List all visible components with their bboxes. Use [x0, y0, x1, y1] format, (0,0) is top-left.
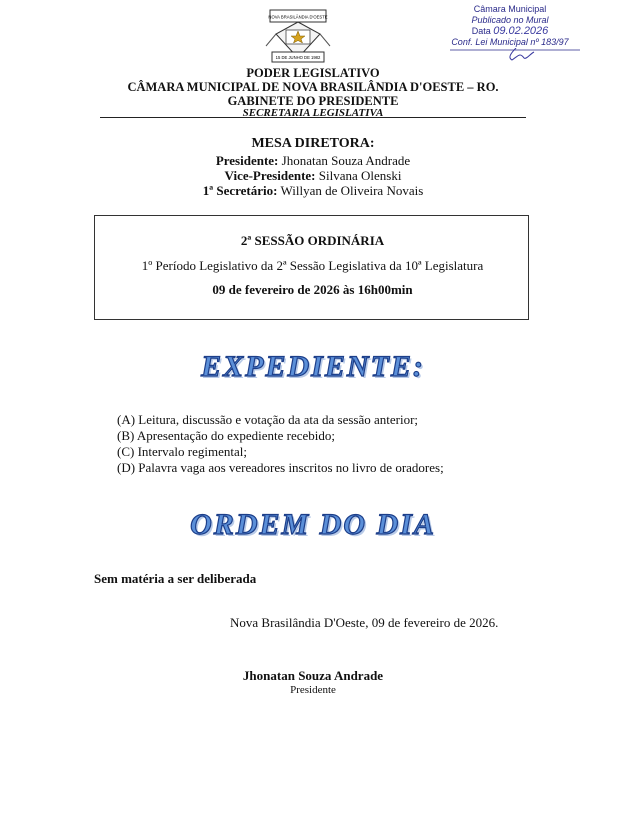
ordem-do-dia-title: ORDEM DO DIA — [190, 508, 436, 541]
secretary-name: Willyan de Oliveira Novais — [280, 183, 424, 198]
mesa-president — [0, 153, 626, 168]
mesa-secretary — [0, 183, 626, 198]
expediente-item-d: (D) Palavra vaga aos vereadores inscritos no livro de oradores; — [117, 460, 444, 475]
header-divider — [100, 117, 526, 118]
signer-name: Jhonatan Souza Andrade — [242, 668, 384, 683]
session-period: 1º Período Legislativo da 2ª Sessão Legislativa da 10ª Legislatura — [141, 258, 484, 273]
header-poder-legislativo: PODER LEGISLATIVO — [246, 66, 380, 80]
crest-ribbon-bottom: 15 DE JUNHO DE 1982 — [275, 55, 321, 60]
signer-role: Presidente — [290, 684, 336, 696]
president-label: Presidente: — [215, 153, 279, 168]
expediente-item-a: (A) Leitura, discussão e votação da ata da sessão anterior; — [117, 412, 419, 427]
secretary-label: 1ª Secretário: — [202, 183, 278, 198]
stamp-line-4: Conf. Lei Municipal nº 183/97 — [451, 37, 569, 47]
expediente-title: EXPEDIENTE: — [201, 350, 425, 383]
stamp-line-1: Câmara Municipal — [473, 4, 547, 14]
vice-label: Vice-Presidente: — [224, 168, 316, 183]
header-camara-municipal: CÂMARA MUNICIPAL DE NOVA BRASILÂNDIA D'OESTE – RO. — [127, 80, 499, 94]
expediente-item-b: (B) Apresentação do expediente recebido; — [117, 428, 336, 443]
stamp-date-value: 09.02.2026 — [493, 25, 549, 37]
mesa-vice-president — [0, 168, 626, 183]
session-info-box — [94, 215, 529, 320]
session-title: 2ª SESSÃO ORDINÁRIA — [240, 233, 385, 248]
header-gabinete: GABINETE DO PRESIDENTE — [227, 94, 399, 108]
expediente-item-c: (C) Intervalo regimental; — [117, 444, 247, 459]
no-matter-note: Sem matéria a ser deliberada — [94, 571, 257, 586]
stamp-line-2: Publicado no Mural — [471, 15, 549, 25]
crest-ribbon-top: NOVA BRASILÂNDIA D'OESTE — [268, 14, 328, 20]
president-name: Jhonatan Souza Andrade — [281, 153, 411, 168]
stamp-line-3 — [430, 26, 590, 37]
stamp-date-label: Data — [471, 26, 491, 36]
place-and-date: Nova Brasilândia D'Oeste, 09 de fevereiro de 2026. — [230, 615, 499, 630]
publication-stamp — [430, 4, 590, 66]
header-secretaria: SECRETARIA LEGISLATIVA — [242, 107, 384, 119]
mesa-diretora-title: MESA DIRETORA: — [251, 136, 375, 151]
vice-name: Silvana Olenski — [318, 168, 402, 183]
municipal-crest — [262, 8, 334, 66]
session-datetime: 09 de fevereiro de 2026 às 16h00min — [212, 282, 413, 297]
signature-scribble-icon — [430, 48, 590, 62]
